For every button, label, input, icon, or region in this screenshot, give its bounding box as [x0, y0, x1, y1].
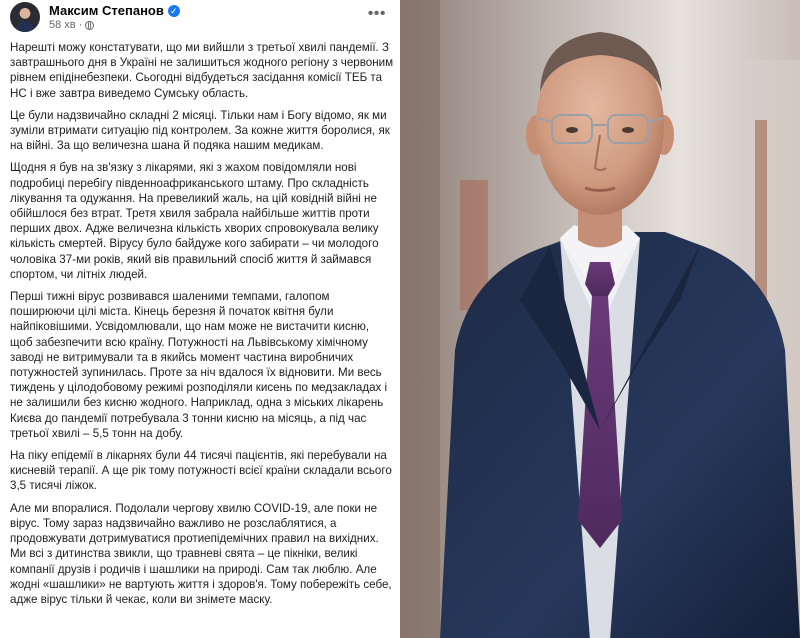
post-paragraph: Нарешті можу констатувати, що ми вийшли з третьої хвилі пандемії. З завтрашнього дня в Україні не залишиться жодного регіону з червоним рівнем епідінебезпеки. Сьогодні відбудеться засідання комісії ТЕБ та НС і вже завтра виведемо Сумську область. [10, 41, 394, 100]
verified-icon: ✓ [168, 5, 180, 17]
post-paragraph: Перші тижні вірус розвивався шаленими темпами, галопом поширюючи цілі міста. Кінець березня й початок квітня були найпіковішими. Усвідомлювали, що нам може не вистачити кисню, щоб забезпечити всю країну. Потужності на Львівському хімічному заводі не витримували та в якийсь момент частина виробничих потужностей зупинилась. Проте за ніч вдалося їх відновити. Ми весь тиждень у цілодобовому режимі розподіляли кисень по медзакладах і не залишили без кисню жодного. Наприклад, одна з міських лікарень Києва до пандемії потребувала 3 тонни кисню на місяць, а під час третьої хвилі – 5,5 тонн на добу. [10, 290, 388, 440]
post-paragraph: Це були надзвичайно складні 2 місяці. Тільки нам і Богу відомо, як ми зуміли втримати ситуацію під контролем. За кожне життя боролися, як на війні. За що величезна шана й подяка нашим медикам. [10, 108, 390, 153]
post-meta: 58 хв · [49, 19, 94, 31]
post-header [0, 0, 400, 36]
post-time[interactable]: 58 хв [49, 19, 76, 31]
portrait-illustration [400, 0, 800, 638]
avatar[interactable] [10, 2, 40, 32]
author-name[interactable] [49, 3, 180, 18]
portrait-photo [400, 0, 800, 638]
more-options-icon[interactable]: ••• [367, 5, 386, 22]
post-paragraph: Але ми впоралися. Подолали чергову хвилю COVID-19, але поки не вірус. Тому зараз надзвичайно важливо не розслаблятися, а продовжувати дотримуватися протиепідемічних правил на вихідних. Ми всі з дитинства звикли, що травневі свята – це пікніки, великі компанії друзів і родичів і шашлики на природі. Сам так люблю. Але жодні «шашлики» не вартують життя і здоров'я. Тому побережіть себе, адже вірус тільки й чекає, коли ви знімете маску. [10, 501, 392, 606]
post-paragraph: На піку епідемії в лікарнях були 44 тисячі пацієнтів, які перебували на кисневій терапії. А ще рік тому потужності всієї країни складали всього 3,5 тисячі ліжок. [10, 449, 392, 493]
globe-icon [85, 21, 94, 30]
post-body [10, 40, 394, 614]
author-name-text[interactable]: Максим Степанов [49, 3, 164, 18]
post-paragraph: Щодня я був на зв'язку з лікарями, які з жахом повідомляли нові подробиці перебігу південноафриканського штаму. Про складність лікування та одужання. На превеликий жаль, на цій ковідній війні не обійшлося без втрат. Третя хвиля забрала найбільше життів проти перших двох. Адже величезна кількість хворих спровокувала велику кількість смертей. Вірусу було байдуже кого забирати – чи молодого чоловіка 37-ми років, який вів правильний спосіб життя й займався спортом, чи літніх людей. [10, 161, 379, 281]
